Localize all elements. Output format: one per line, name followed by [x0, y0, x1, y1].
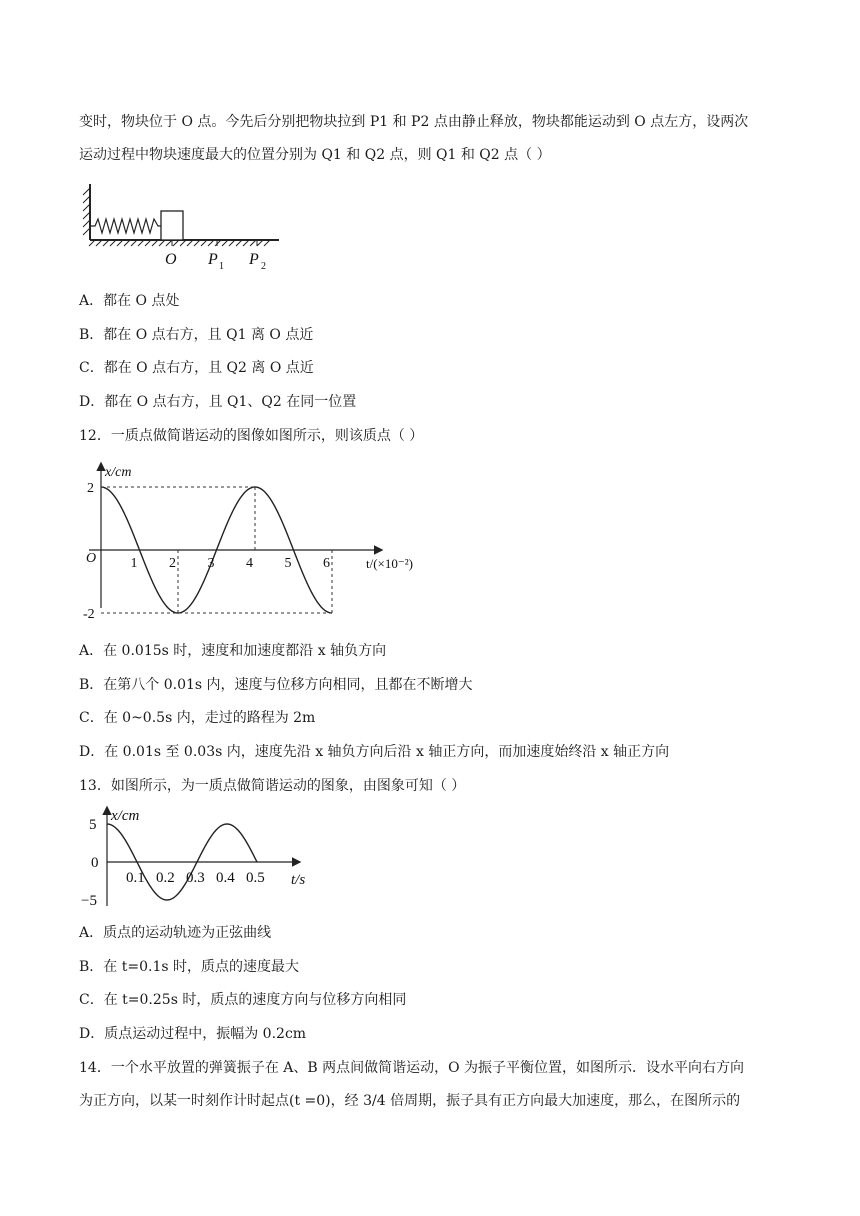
q11-stem-line2: 运动过程中物块速度最大的位置分别为 Q1 和 Q2 点，则 Q1 和 Q2 点（ ）	[79, 147, 551, 163]
q12-option-a: A．在 0.015s 时，速度和加速度都沿 x 轴负方向	[79, 643, 387, 659]
q13-y-tick-label: 0	[91, 855, 99, 871]
q11-option-c: C．都在 O 点右方，且 Q2 离 O 点近	[79, 360, 314, 376]
q13-graph	[79, 802, 319, 912]
q13-x-tick-label: 0.3	[186, 870, 205, 886]
q12-y-tick-label: 2	[87, 481, 94, 496]
q12-origin-label: O	[86, 551, 97, 566]
q12-option-d: D．在 0.01s 至 0.03s 内，速度先沿 x 轴负方向后沿 x 轴正方向，而加速度始终沿 x 轴正方向	[79, 744, 670, 760]
q12-x-tick-label: 3	[207, 556, 215, 571]
q12-option-c: C．在 0~0.5s 内，走过的路程为 2m	[79, 710, 316, 726]
q13-x-tick-label: 0.1	[126, 870, 145, 886]
q13-option-c: C．在 t=0.25s 时，质点的速度方向与位移方向相同	[79, 992, 407, 1008]
q13-option-a: A．质点的运动轨迹为正弦曲线	[79, 925, 272, 941]
q12-y-tick-label: -2	[83, 607, 95, 618]
q11-option-b: B．都在 O 点右方，且 Q1 离 O 点近	[79, 327, 314, 343]
spring-block-figure	[79, 182, 289, 278]
q12-stem: 12．一质点做简谐运动的图像如图所示，则该质点（ ）	[79, 428, 424, 444]
q13-option-b: B．在 t=0.1s 时，质点的速度最大	[79, 959, 299, 975]
q13-y-tick-label: −5	[81, 893, 97, 909]
q14-stem-line2: 为正方向，以某一时刻作计时起点(t =0)，经 3/4 倍周期，振子具有正方向最大加速度，那么，在图所示的	[79, 1093, 741, 1109]
label-o: O	[165, 251, 177, 268]
q12-option-b: B．在第八个 0.01s 内，速度与位移方向相同，且都在不断增大	[79, 677, 473, 693]
q13-x-axis-label: t/s	[291, 872, 306, 888]
q11-option-d: D．都在 O 点右方，且 Q1、Q2 在同一位置	[79, 394, 357, 410]
q13-option-d: D．质点运动过程中，振幅为 0.2cm	[79, 1026, 307, 1042]
q12-x-tick-label: 1	[130, 556, 138, 571]
q12-x-axis-label: t/(×10⁻²)	[366, 556, 413, 571]
q12-x-tick-label: 6	[323, 556, 330, 571]
label-p1-sub: 1	[219, 261, 224, 272]
q13-x-tick-label: 0.5	[246, 870, 265, 886]
spring	[90, 219, 161, 233]
q12-graph	[79, 458, 439, 618]
q11-option-a: A．都在 O 点处	[79, 293, 180, 309]
q12-x-tick-label: 4	[246, 556, 253, 571]
q14-stem-line1: 14．一个水平放置的弹簧振子在 A、B 两点间做简谐运动，O 为振子平衡位置，如图所示．设水平向右方向	[79, 1060, 745, 1076]
label-p2-sub: 2	[261, 261, 266, 272]
q11-stem-line1: 变时，物块位于 O 点。今先后分别把物块拉到 P1 和 P2 点由静止释放，物块都能运动到 O 点左方，设两次	[79, 114, 749, 130]
label-p1: P	[208, 251, 218, 268]
q13-y-axis-label: x/cm	[111, 808, 140, 824]
q12-x-tick-label: 2	[169, 556, 176, 571]
q13-stem: 13．如图所示，为一质点做简谐运动的图象，由图象可知（ ）	[79, 778, 466, 794]
q13-y-tick-label: 5	[89, 817, 97, 833]
q12-x-tick-label: 5	[284, 556, 292, 571]
q13-x-tick-label: 0.2	[156, 870, 175, 886]
q13-x-tick-label: 0.4	[216, 870, 235, 886]
q12-y-axis-label: x/cm	[105, 465, 132, 480]
label-p2: P	[249, 251, 259, 268]
block	[161, 211, 183, 240]
